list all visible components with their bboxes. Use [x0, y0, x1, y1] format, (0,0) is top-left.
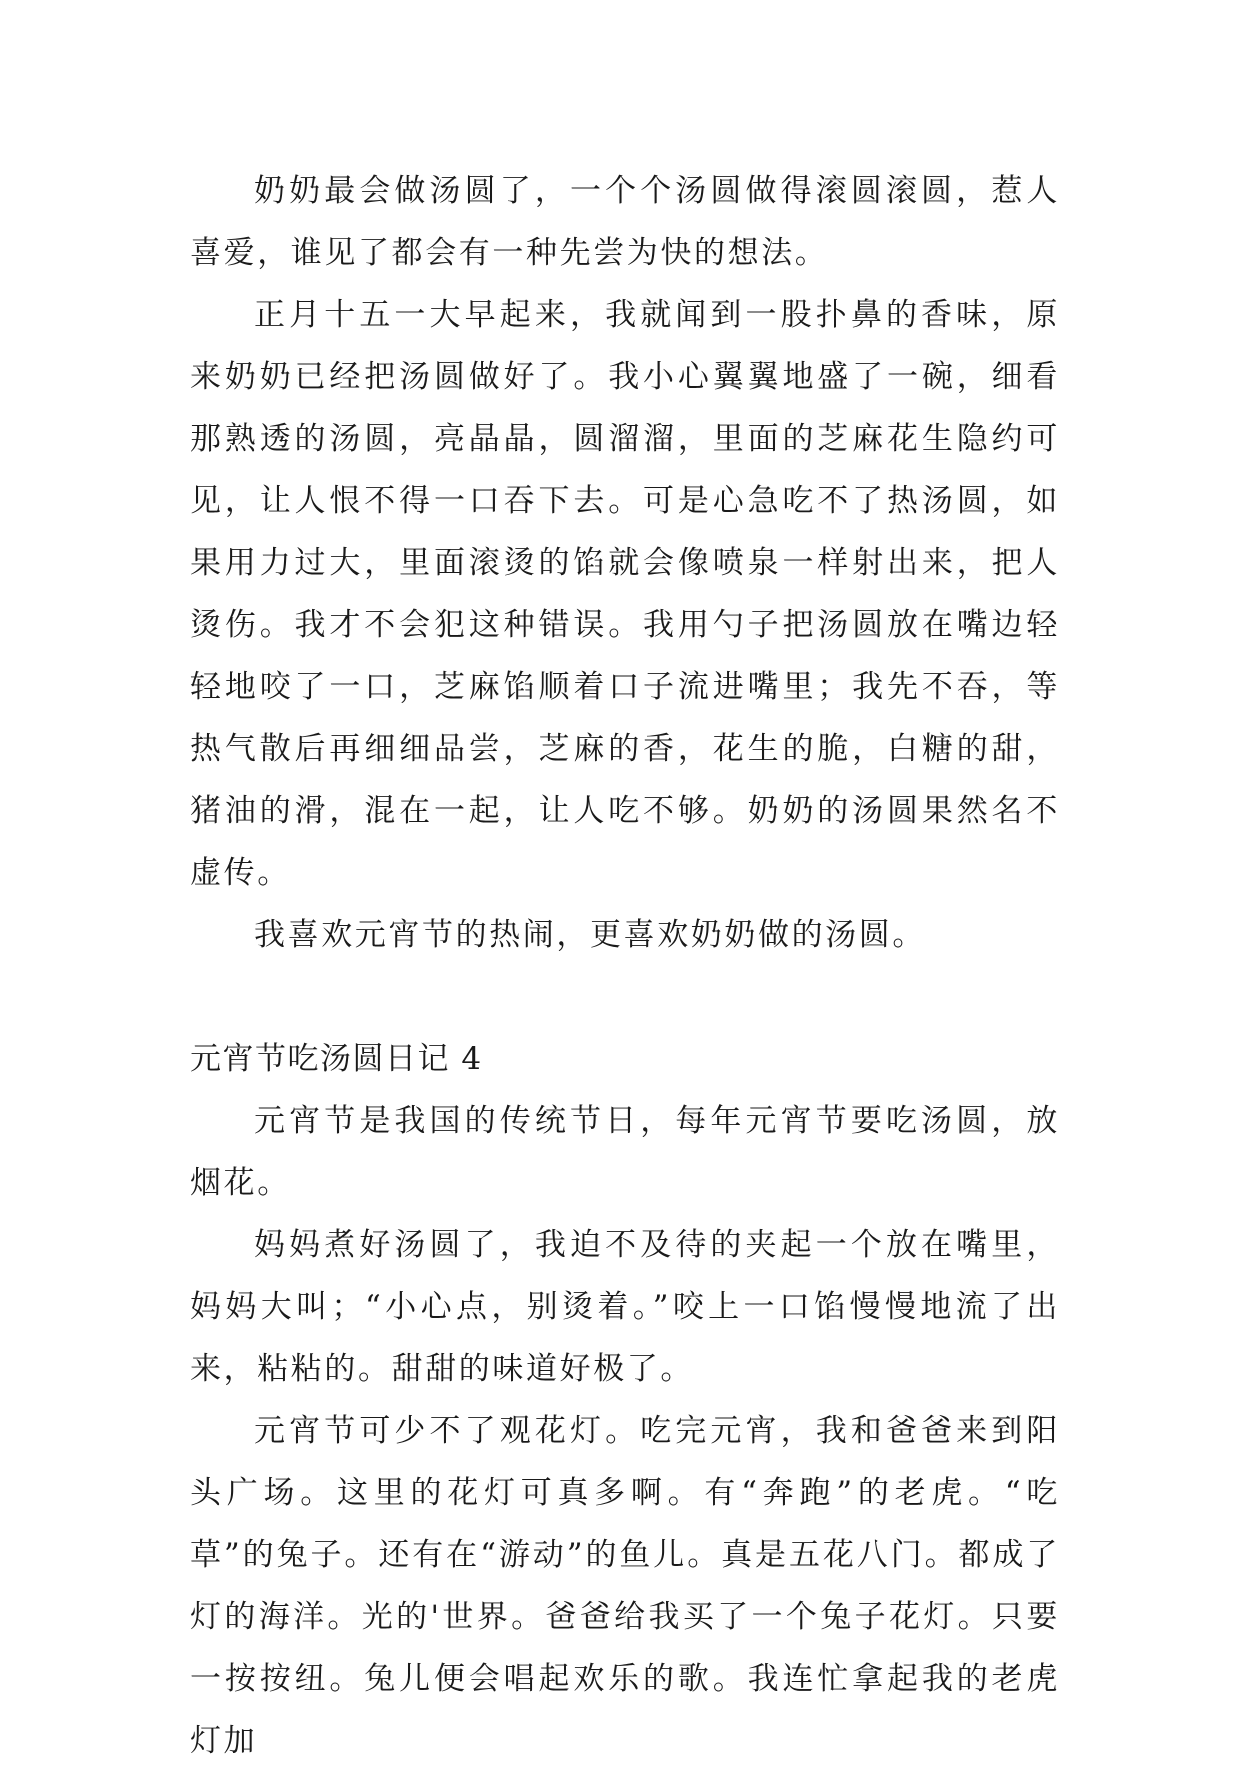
paragraph: 妈妈煮好汤圆了，我迫不及待的夹起一个放在嘴里，妈妈大叫；“小心点，别烫着。”咬上一口馅慢慢地流了出来，粘粘的。甜甜的味道好极了。 — [190, 1227, 1060, 1387]
section-heading: 元宵节吃汤圆日记 4 — [190, 1041, 483, 1077]
paragraph: 元宵节可少不了观花灯。吃完元宵，我和爸爸来到阳头广场。这里的花灯可真多啊。有“奔跑”的老虎。“吃草”的兔子。还有在“游动”的鱼儿。真是五花八门。都成了灯的海洋。光的'世界。爸爸给我买了一个兔子花灯。只要一按按纽。兔儿便会唱起欢乐的歌。我连忙拿起我的老虎灯加 — [190, 1413, 1060, 1759]
paragraph: 奶奶最会做汤圆了，一个个汤圆做得滚圆滚圆，惹人喜爱，谁见了都会有一种先尝为快的想法。 — [190, 173, 1060, 271]
paragraph: 元宵节是我国的传统节日，每年元宵节要吃汤圆，放烟花。 — [190, 1103, 1060, 1201]
paragraph: 我喜欢元宵节的热闹，更喜欢奶奶做的汤圆。 — [254, 917, 926, 953]
document-body — [190, 160, 1060, 1772]
paragraph: 正月十五一大早起来，我就闻到一股扑鼻的香味，原来奶奶已经把汤圆做好了。我小心翼翼地盛了一碗，细看那熟透的汤圆，亮晶晶，圆溜溜，里面的芝麻花生隐约可见，让人恨不得一口吞下去。可是心急吃不了热汤圆，如果用力过大，里面滚烫的馅就会像喷泉一样射出来，把人烫伤。我才不会犯这种错误。我用勺子把汤圆放在嘴边轻轻地咬了一口，芝麻馅顺着口子流进嘴里；我先不吞，等热气散后再细细品尝，芝麻的香，花生的脆，白糖的甜，猪油的滑，混在一起，让人吃不够。奶奶的汤圆果然名不虚传。 — [190, 297, 1060, 891]
